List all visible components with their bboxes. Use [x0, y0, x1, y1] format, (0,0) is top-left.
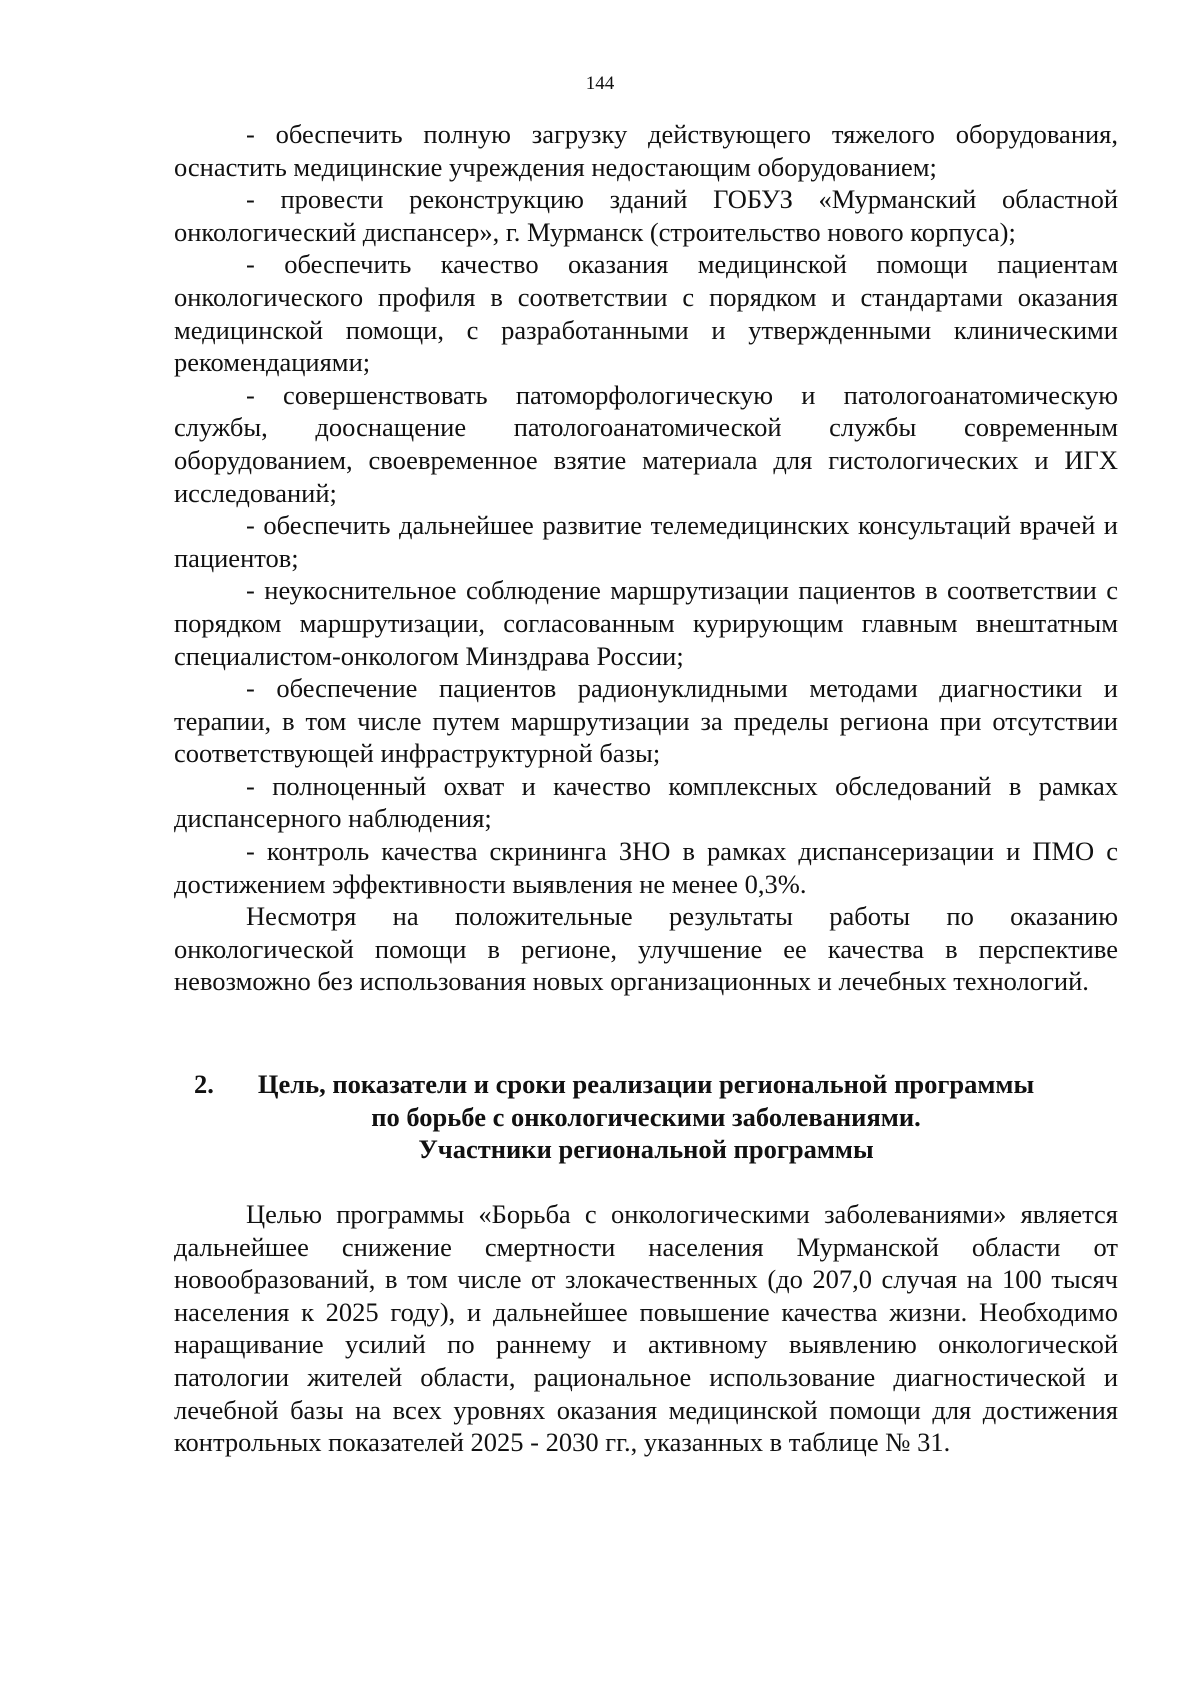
list-item: - совершенствовать патоморфологическую и патологоанатомическую службы, дооснащение патологоанатомической службы современным оборудованием, своевременное взятие материала для гистологических и ИГХ исследований;	[174, 379, 1118, 508]
list-item: - контроль качества скрининга ЗНО в рамках диспансеризации и ПМО с достижением эффективности выявления не менее 0,3%.	[174, 836, 1118, 899]
list-item: - обеспечить дальнейшее развитие телемедицинских консультаций врачей и пациентов;	[174, 510, 1118, 573]
section-number: 2.	[194, 1069, 214, 1099]
goal-section	[174, 1198, 1118, 1459]
section-title-line-3: Участники региональной программы	[418, 1134, 874, 1165]
measures-list	[174, 118, 1118, 998]
list-item: - полноценный охват и качество комплексных обследований в рамках диспансерного наблюдения;	[174, 770, 1118, 834]
section-title-line-2: по борьбе с онкологическими заболеваниями.	[371, 1101, 921, 1132]
goal-paragraph: Целью программы «Борьба с онкологическими заболеваниями» является дальнейшее снижение смертности населения Мурманской области от новообразований, в том числе от злокачественных (до 207,0 случая на 100 тысяч населения к 2025 году), и дальнейшее повышение качества жизни. Необходимо наращивание усилий по раннему и активному выявлению онкологической патологии жителей области, рациональное использование диагностической и лечебной базы на всех уровнях оказания медицинской помощи для достижения контрольных показателей 2025 - 2030 гг., указанных в таблице № 31.	[174, 1199, 1118, 1458]
list-item: - провести реконструкцию зданий ГОБУЗ «Мурманский областной онкологический диспансер», г. Мурманск (строительство нового корпуса);	[174, 184, 1118, 247]
section-title-line-1: Цель, показатели и сроки реализации региональной программы	[257, 1069, 1035, 1099]
page-number: 144	[585, 73, 615, 94]
list-item: - обеспечить качество оказания медицинской помощи пациентам онкологического профиля в соответствии с порядком и стандартами оказания медицинской помощи, с разработанными и утвержденными клиническими рекомендациями;	[174, 249, 1118, 378]
closing-paragraph: Несмотря на положительные результаты работы по оказанию онкологической помощи в регионе, улучшение ее качества в перспективе невозможно без использования новых организационных и лечебных технологий.	[174, 901, 1118, 997]
list-item: - обеспечение пациентов радионуклидными методами диагностики и терапии, в том числе путем маршрутизации за пределы региона при отсутствии соответствующей инфраструктурной базы;	[174, 673, 1118, 769]
list-item: - обеспечить полную загрузку действующего тяжелого оборудования, оснастить медицинские учреждения недостающим оборудованием;	[174, 119, 1118, 182]
section-heading	[174, 1068, 1118, 1166]
list-item: - неукоснительное соблюдение маршрутизации пациентов в соответствии с порядком маршрутизации, согласованным курирующим главным внештатным специалистом-онкологом Минздрава России;	[174, 575, 1118, 671]
